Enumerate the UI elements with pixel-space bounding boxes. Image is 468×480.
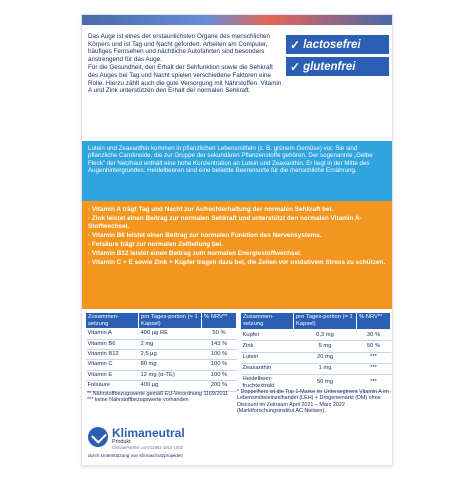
climate-support-text: durch Unterstützung von Klimaschutzprojekten (88, 453, 183, 458)
intro-text (88, 33, 284, 96)
footnotes (87, 391, 232, 404)
header-composition: Zusammen-setzung (86, 313, 139, 329)
footnote-doppelherz: * Doppelherz ist die Top 1-Marke im Untersegment Vitamin A im Lebensmitteleinzelhandel (LEH) + Drogeriemarkt (DM) ohne Discount im Zeitraum April 2021 – März 2022 (Marktforschungsinstitut AC Nielsen). (237, 389, 389, 415)
table-row: Vitamin A 400 µg RE 50 % (86, 329, 237, 339)
nutrition-tables (85, 312, 391, 392)
table-row: Lutein 20 mg *** (241, 352, 391, 363)
footnote-nrv: ** Nährstoffbezugswerte gemäß EU-Verordnung 1169/2011 (87, 391, 229, 397)
intro-paragraph-2: Für die Gesundheit, den Erhalt der Sehfunktion sowie die Sehkraft des Auges bei Tag und Nacht spielen verschiedene Faktoren eine Rolle. Hierzu zählt auch die gute Versorgung mit Nährstoffen. Vitamin A und Zink unterstützen den Erhalt der normalen Sehkraft. (88, 64, 282, 95)
header-per-portion: pro Tages-portion (= 1 Kapsel) (294, 313, 357, 330)
gluten-free-badge (286, 57, 389, 76)
nutrition-table-right (240, 312, 391, 392)
check-icon: ✓ (290, 37, 301, 52)
intro-paragraph-1: Das Auge ist eines der erstaunlichsten Organe des menschlichen Körpers und ist Tag und Nacht gefordert. Arbeiten am Computer, häufiges Fernsehen und nächtliche Autofahrten sind besonders anstrengend für das Auge. (88, 33, 271, 63)
claim-item: · Folsäure trägt zur normalen Zellteilung bei. (88, 241, 386, 249)
table-row: Kupfer 0,3 mg 30 % (241, 330, 391, 341)
table-row: Folsäure 400 µg 200 % (86, 381, 237, 391)
claim-item: · Vitamin C + E sowie Zink + Kupfer tragen dazu bei, die Zellen vor oxidativem Stress zu schützen. (88, 259, 386, 267)
lactose-free-badge (286, 35, 389, 54)
table-row: Zeaxanthin 1 mg *** (241, 363, 391, 374)
gluten-free-label: glutenfrei (303, 60, 356, 73)
nutrition-table-left (85, 312, 237, 392)
claim-item: · Vitamin B6 leistet einen Beitrag zur normalen Funktion des Nervensystems. (88, 232, 386, 240)
claim-item: · Vitamin A trägt Tag und Nacht zur Aufrechterhaltung der normalen Sehkraft bei. (88, 206, 386, 214)
climate-neutral-label (88, 427, 238, 450)
footnote-no-nrv: *** keine Nährstoffbezugswerte vorhanden (87, 397, 189, 404)
table-row: Vitamin C 80 mg 100 % (86, 360, 237, 370)
table-row: Vitamin B6 2 mg 143 % (86, 339, 237, 349)
check-icon: ✓ (290, 59, 301, 74)
header-per-portion: pro Tages-portion (= 1 Kapsel) (139, 313, 202, 329)
table-row: Vitamin E 12 mg (α-TE) 100 % (86, 370, 237, 380)
climate-check-icon (88, 427, 108, 447)
health-claims (82, 201, 392, 309)
package-back (81, 14, 393, 466)
claim-item: · Zink leistet einen Beitrag zur normalen Sehkraft und unterstützt den normalen Vitamin A-Stoffwechsel. (88, 215, 386, 231)
climate-neutral-name: Klimaneutral (112, 426, 185, 440)
table-row: Heidelbeer-fruchtextrakt 50 mg *** (241, 374, 391, 391)
header-nrv: % NRV** (202, 313, 237, 329)
climate-neutral-sub: Produkt (112, 439, 131, 445)
header-nrv: % NRV** (357, 313, 391, 330)
table-row: Vitamin B12 2,5 µg 100 % (86, 350, 237, 360)
header-composition: Zusammen-setzung (241, 313, 294, 330)
climate-partner-code: ClimatePartner.com/12961-1910-1002 (112, 445, 183, 450)
top-strip (82, 15, 392, 25)
claim-item: · Vitamin B12 leistet einen Beitrag zum normalen Energiestoffwechsel. (88, 250, 386, 258)
table-row: Zink 5 mg 50 % (241, 341, 391, 352)
badges (286, 35, 389, 79)
lactose-free-label: lactosefrei (303, 38, 361, 51)
lutein-info: Lutein und Zeaxanthin kommen in pflanzlichen Lebensmitteln (z. B. grünem Gemüse) vor. Sie sind pflanzliche Carotinoide, die zur Gruppe der sekundären Pflanzenstoffe gehören. Der sogenannte „Gelbe Fleck" der Netzhaut enthält eine hohe Konzentration an Lutein und Zeaxanthin. Er liegt in der Mitte des Augenhintergrundes. Heidelbeeren sind eine beliebte Beerensorte für die menschliche Ernährung. (82, 141, 392, 201)
